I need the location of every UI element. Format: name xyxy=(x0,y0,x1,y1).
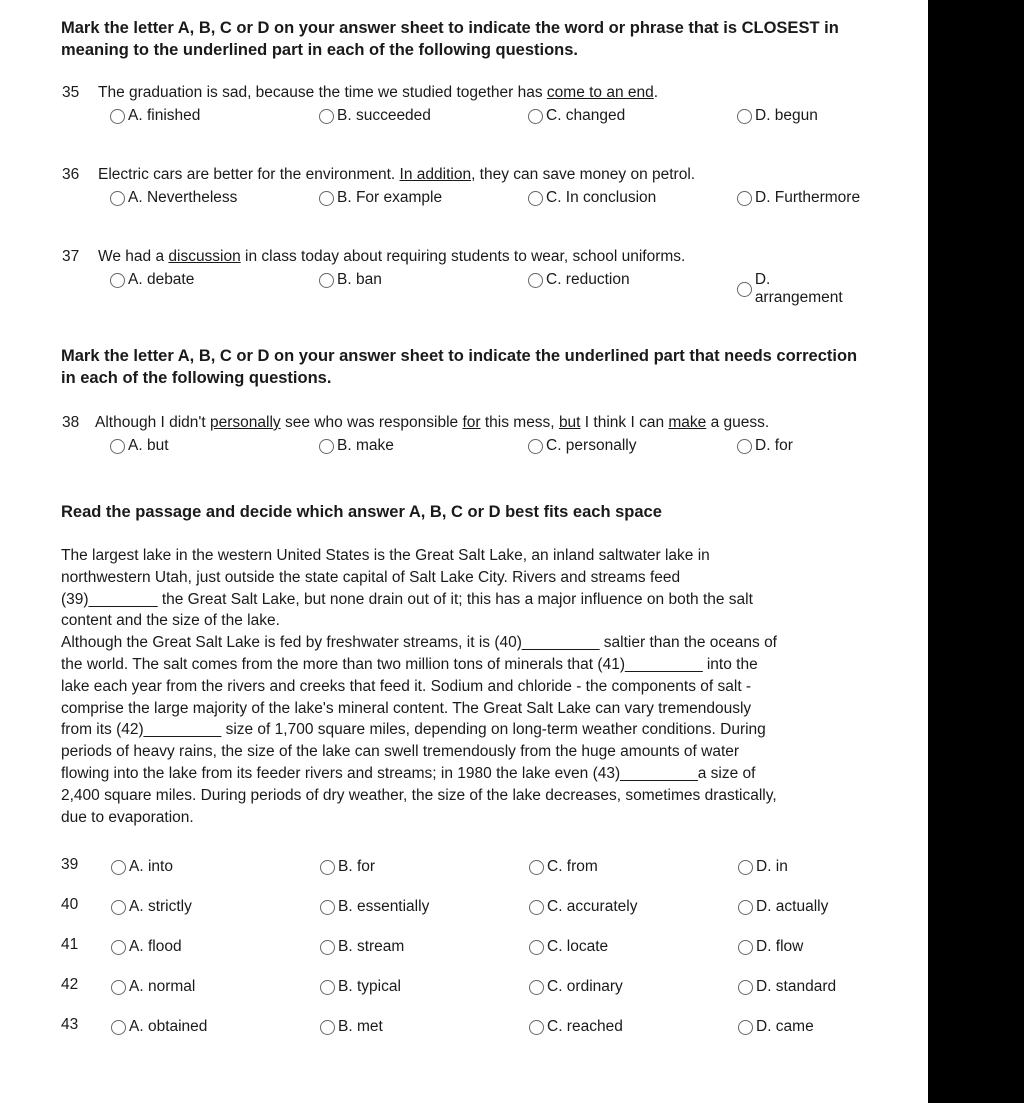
question-number: 43 xyxy=(61,1016,79,1034)
option-d[interactable]: D. begun xyxy=(737,107,818,125)
passage-line: content and the size of the lake. xyxy=(61,612,280,630)
option-a[interactable]: A. normal xyxy=(111,978,195,996)
option-c[interactable]: C. locate xyxy=(529,938,608,956)
worksheet xyxy=(61,17,861,1056)
radio-icon[interactable] xyxy=(528,191,543,206)
option-b[interactable]: B. make xyxy=(319,437,394,455)
radio-icon[interactable] xyxy=(320,980,335,995)
underlined-part: personally xyxy=(210,414,281,431)
passage-line: the world. The salt comes from the more than two million tons of minerals that (41)_________ into the xyxy=(61,655,758,673)
radio-icon[interactable] xyxy=(529,980,544,995)
option-c[interactable]: C. reduction xyxy=(528,271,630,289)
radio-icon[interactable] xyxy=(110,109,125,124)
passage-line: Although the Great Salt Lake is fed by freshwater streams, it is (40)_________ saltier than the oceans of xyxy=(61,634,777,652)
radio-icon[interactable] xyxy=(320,900,335,915)
question-40 xyxy=(61,896,861,936)
question-number: 41 xyxy=(61,936,79,954)
radio-icon[interactable] xyxy=(737,439,752,454)
passage-line: The largest lake in the western United States is the Great Salt Lake, an inland saltwater lake in xyxy=(61,547,710,564)
option-c[interactable]: C. changed xyxy=(528,107,625,125)
question-39 xyxy=(61,856,861,896)
question-number: 39 xyxy=(61,856,79,874)
radio-icon[interactable] xyxy=(738,860,753,875)
radio-icon[interactable] xyxy=(528,109,543,124)
underlined-part: make xyxy=(668,414,707,431)
option-b[interactable]: B. met xyxy=(320,1018,383,1036)
option-a[interactable]: A. strictly xyxy=(111,898,192,916)
radio-icon[interactable] xyxy=(737,191,752,206)
passage-line: periods of heavy rains, the size of the lake can swell tremendously from the huge amounts of water xyxy=(61,743,740,761)
radio-icon[interactable] xyxy=(111,940,126,955)
passage-line: flowing into the lake from its feeder rivers and streams; in 1980 the lake even (43)_________a size of xyxy=(61,764,756,782)
question-42 xyxy=(61,976,861,1016)
passage-line: 2,400 square miles. During periods of dry weather, the size of the lake decreases, sometimes drastically, xyxy=(61,786,777,804)
option-d[interactable]: D. came xyxy=(738,1018,814,1036)
option-c[interactable]: C. In conclusion xyxy=(528,189,656,207)
radio-icon[interactable] xyxy=(110,439,125,454)
option-b[interactable]: B. succeeded xyxy=(319,107,431,125)
radio-icon[interactable] xyxy=(111,860,126,875)
option-d[interactable]: D. for xyxy=(737,437,793,455)
passage-line: (39)________ the Great Salt Lake, but none drain out of it; this has a major influence on both the salt xyxy=(61,590,753,608)
option-a[interactable]: A. flood xyxy=(111,938,182,956)
radio-icon[interactable] xyxy=(738,940,753,955)
right-black-bar xyxy=(928,0,1024,1103)
passage-line: northwestern Utah, just outside the state capital of Salt Lake City. Rivers and streams feed xyxy=(61,568,681,586)
option-a[interactable]: A. finished xyxy=(110,107,200,125)
passage-line: lake each year from the rivers and creeks that feed it. Sodium and chloride - the components of salt - xyxy=(61,677,752,695)
passage-questions xyxy=(61,856,861,1056)
radio-icon[interactable] xyxy=(528,439,543,454)
radio-icon[interactable] xyxy=(529,1020,544,1035)
reading-passage xyxy=(61,545,861,828)
underlined-phrase: come to an end xyxy=(546,84,654,101)
option-a[interactable]: A. obtained xyxy=(111,1018,207,1036)
option-d[interactable]: D. flow xyxy=(738,938,803,956)
question-number: 42 xyxy=(61,976,79,994)
radio-icon[interactable] xyxy=(319,273,334,288)
option-b[interactable]: B. essentially xyxy=(320,898,429,916)
section3-instruction: Read the passage and decide which answer A, B, C or D best fits each space xyxy=(61,503,662,521)
radio-icon[interactable] xyxy=(737,109,752,124)
option-c[interactable]: C. from xyxy=(529,858,598,876)
question-number: 40 xyxy=(61,896,79,914)
question-number: 37 xyxy=(62,248,80,265)
underlined-part: but xyxy=(558,414,581,431)
radio-icon[interactable] xyxy=(529,860,544,875)
section1-instruction: Mark the letter A, B, C or D on your answer sheet to indicate the word or phrase that is CLOSEST in meaning to the underlined part in each of the following questions. xyxy=(61,19,839,59)
question-number: 35 xyxy=(62,84,80,101)
question-number: 38 xyxy=(62,414,80,431)
radio-icon[interactable] xyxy=(111,1020,126,1035)
option-b[interactable]: B. For example xyxy=(319,189,442,207)
option-b[interactable]: B. for xyxy=(320,858,375,876)
option-b[interactable]: B. ban xyxy=(319,271,382,289)
radio-icon[interactable] xyxy=(738,900,753,915)
option-c[interactable]: C. ordinary xyxy=(529,978,623,996)
passage-line: comprise the large majority of the lake's mineral content. The Great Salt Lake can vary tremendously xyxy=(61,699,752,717)
question-43 xyxy=(61,1016,861,1056)
radio-icon[interactable] xyxy=(738,980,753,995)
radio-icon[interactable] xyxy=(529,900,544,915)
option-b[interactable]: B. typical xyxy=(320,978,401,996)
question-36: 36 Electric cars are better for the environment. In addition, they can save money on petrol. A. Nevertheless B. For example C. In conclusion D. Furthermore xyxy=(62,166,861,206)
option-d[interactable]: D. arrangement xyxy=(737,271,861,307)
radio-icon[interactable] xyxy=(319,439,334,454)
option-c[interactable]: C. personally xyxy=(528,437,636,455)
underlined-phrase: discussion xyxy=(168,248,241,265)
option-b[interactable]: B. stream xyxy=(320,938,404,956)
question-37: 37 We had a discussion in class today about requiring students to wear, school uniforms. A. debate B. ban C. reduction D. arrangement xyxy=(61,247,861,293)
passage-line: from its (42)_________ size of 1,700 square miles, depending on long-term weather conditions. During xyxy=(61,721,766,739)
option-d[interactable]: D. Furthermore xyxy=(737,189,860,207)
passage-line: due to evaporation. xyxy=(61,808,194,826)
option-d[interactable]: D. in xyxy=(738,858,788,876)
radio-icon[interactable] xyxy=(320,1020,335,1035)
radio-icon[interactable] xyxy=(319,109,334,124)
question-35: 35 The graduation is sad, because the time we studied together has come to an end. A. finished B. succeeded C. changed D. begun xyxy=(62,84,818,124)
option-a[interactable]: A. Nevertheless xyxy=(110,189,237,207)
radio-icon[interactable] xyxy=(738,1020,753,1035)
option-d[interactable]: D. standard xyxy=(738,978,836,996)
option-a[interactable]: A. but xyxy=(110,437,169,455)
radio-icon[interactable] xyxy=(319,191,334,206)
underlined-phrase: In addition xyxy=(399,166,472,183)
radio-icon[interactable] xyxy=(737,282,752,297)
radio-icon[interactable] xyxy=(528,273,543,288)
option-a[interactable]: A. debate xyxy=(110,271,194,289)
option-d[interactable]: D. actually xyxy=(738,898,828,916)
radio-icon[interactable] xyxy=(320,940,335,955)
option-c[interactable]: C. accurately xyxy=(529,898,637,916)
radio-icon[interactable] xyxy=(111,980,126,995)
underlined-part: for xyxy=(462,414,481,431)
radio-icon[interactable] xyxy=(110,191,125,206)
option-c[interactable]: C. reached xyxy=(529,1018,623,1036)
radio-icon[interactable] xyxy=(529,940,544,955)
radio-icon[interactable] xyxy=(111,900,126,915)
question-38: 38 Although I didn't personally see who was responsible for this mess, but I think I can make a guess. A. but B. make C. personally D. for xyxy=(62,414,793,454)
radio-icon[interactable] xyxy=(110,273,125,288)
section2-instruction: Mark the letter A, B, C or D on your answer sheet to indicate the underlined part that needs correction in each of the following questions. xyxy=(61,347,858,387)
question-41 xyxy=(61,936,861,976)
question-number: 36 xyxy=(62,166,80,183)
radio-icon[interactable] xyxy=(320,860,335,875)
option-a[interactable]: A. into xyxy=(111,858,173,876)
